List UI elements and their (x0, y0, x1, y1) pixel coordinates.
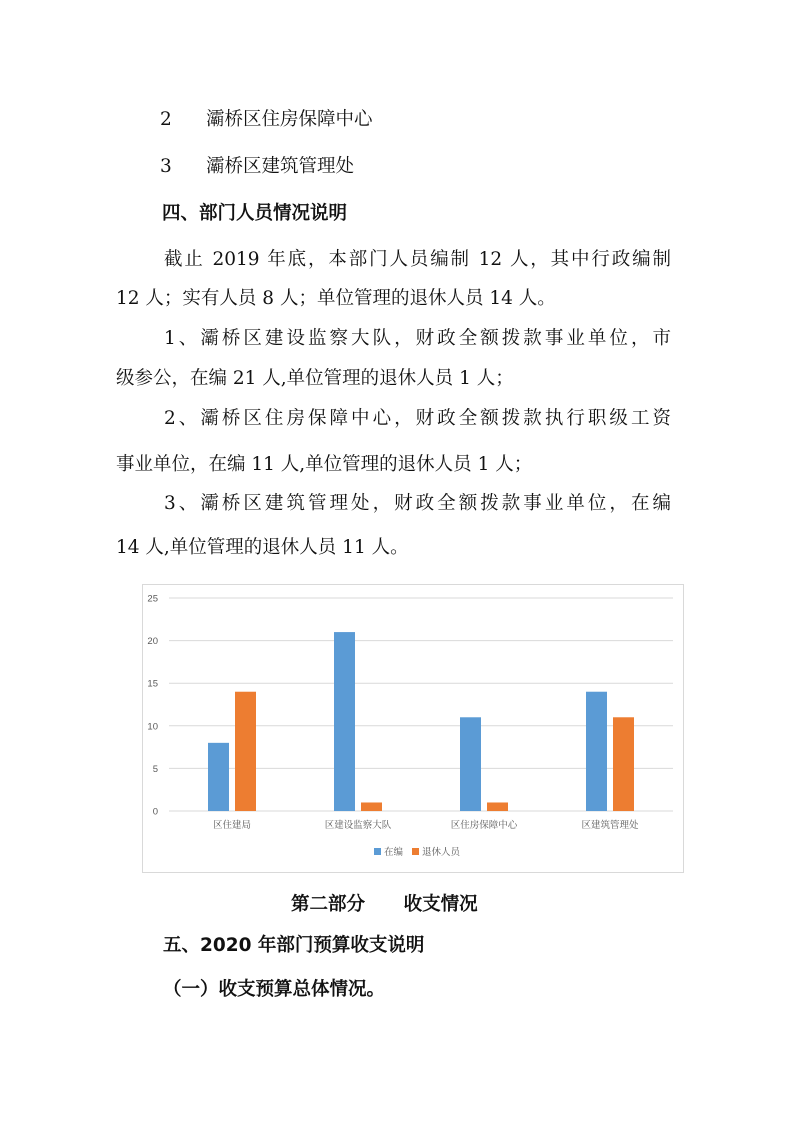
bar-staff (460, 717, 481, 811)
y-tick-label: 0 (152, 806, 158, 818)
bar-retired (487, 802, 508, 811)
bar-retired (613, 717, 634, 811)
list-item-number: 2 (160, 109, 172, 130)
paragraph-line: 级参公，在编 21 人,单位管理的退休人员 1 人； (116, 368, 514, 389)
part-heading: 第二部分 收支情况 (291, 894, 478, 915)
y-tick-label: 25 (147, 593, 158, 605)
paragraph-line: 12 人；实有人员 8 人；单位管理的退休人员 14 人。 (116, 288, 556, 309)
section-heading: 五、2020 年部门预算收支说明 (163, 935, 425, 956)
x-category-label: 区住房保障中心 (450, 820, 518, 831)
legend-label: 退休人员 (422, 847, 461, 858)
list-item-text: 灞桥区建筑管理处 (206, 156, 355, 177)
staff-chart (142, 584, 684, 873)
bar-staff (586, 692, 607, 811)
bar-retired (361, 802, 382, 811)
x-category-label: 区建筑管理处 (581, 820, 639, 831)
paragraph-line: 14 人,单位管理的退休人员 11 人。 (116, 537, 409, 558)
y-tick-label: 20 (147, 636, 158, 648)
paragraph-line: 3、灞桥区建筑管理处，财政全额拨款事业单位，在编 (164, 493, 671, 514)
legend-swatch (374, 848, 381, 855)
bar-chart-svg (143, 585, 683, 872)
y-tick-label: 10 (147, 721, 158, 733)
list-item (160, 155, 354, 179)
legend-swatch (412, 848, 419, 855)
list-item-text: 灞桥区住房保障中心 (206, 109, 373, 130)
bar-staff (334, 632, 355, 811)
y-tick-label: 15 (147, 678, 158, 690)
subsection-heading: （一）收支预算总体情况。 (163, 979, 386, 1000)
y-tick-label: 5 (152, 763, 158, 775)
bar-staff (208, 743, 229, 811)
paragraph-line: 事业单位，在编 11 人,单位管理的退休人员 1 人； (116, 454, 533, 475)
paragraph-line: 截止 2019 年底，本部门人员编制 12 人，其中行政编制 (164, 249, 671, 270)
legend-label: 在编 (384, 847, 404, 858)
paragraph-line: 2、灞桥区住房保障中心，财政全额拨款执行职级工资 (164, 408, 671, 429)
x-category-label: 区住建局 (212, 820, 252, 831)
paragraph-line: 1、灞桥区建设监察大队，财政全额拨款事业单位，市 (164, 328, 671, 349)
list-item (160, 108, 373, 132)
x-category-label: 区建设监察大队 (324, 820, 392, 831)
bar-retired (235, 692, 256, 811)
section-heading: 四、部门人员情况说明 (162, 203, 348, 224)
list-item-number: 3 (160, 156, 172, 177)
